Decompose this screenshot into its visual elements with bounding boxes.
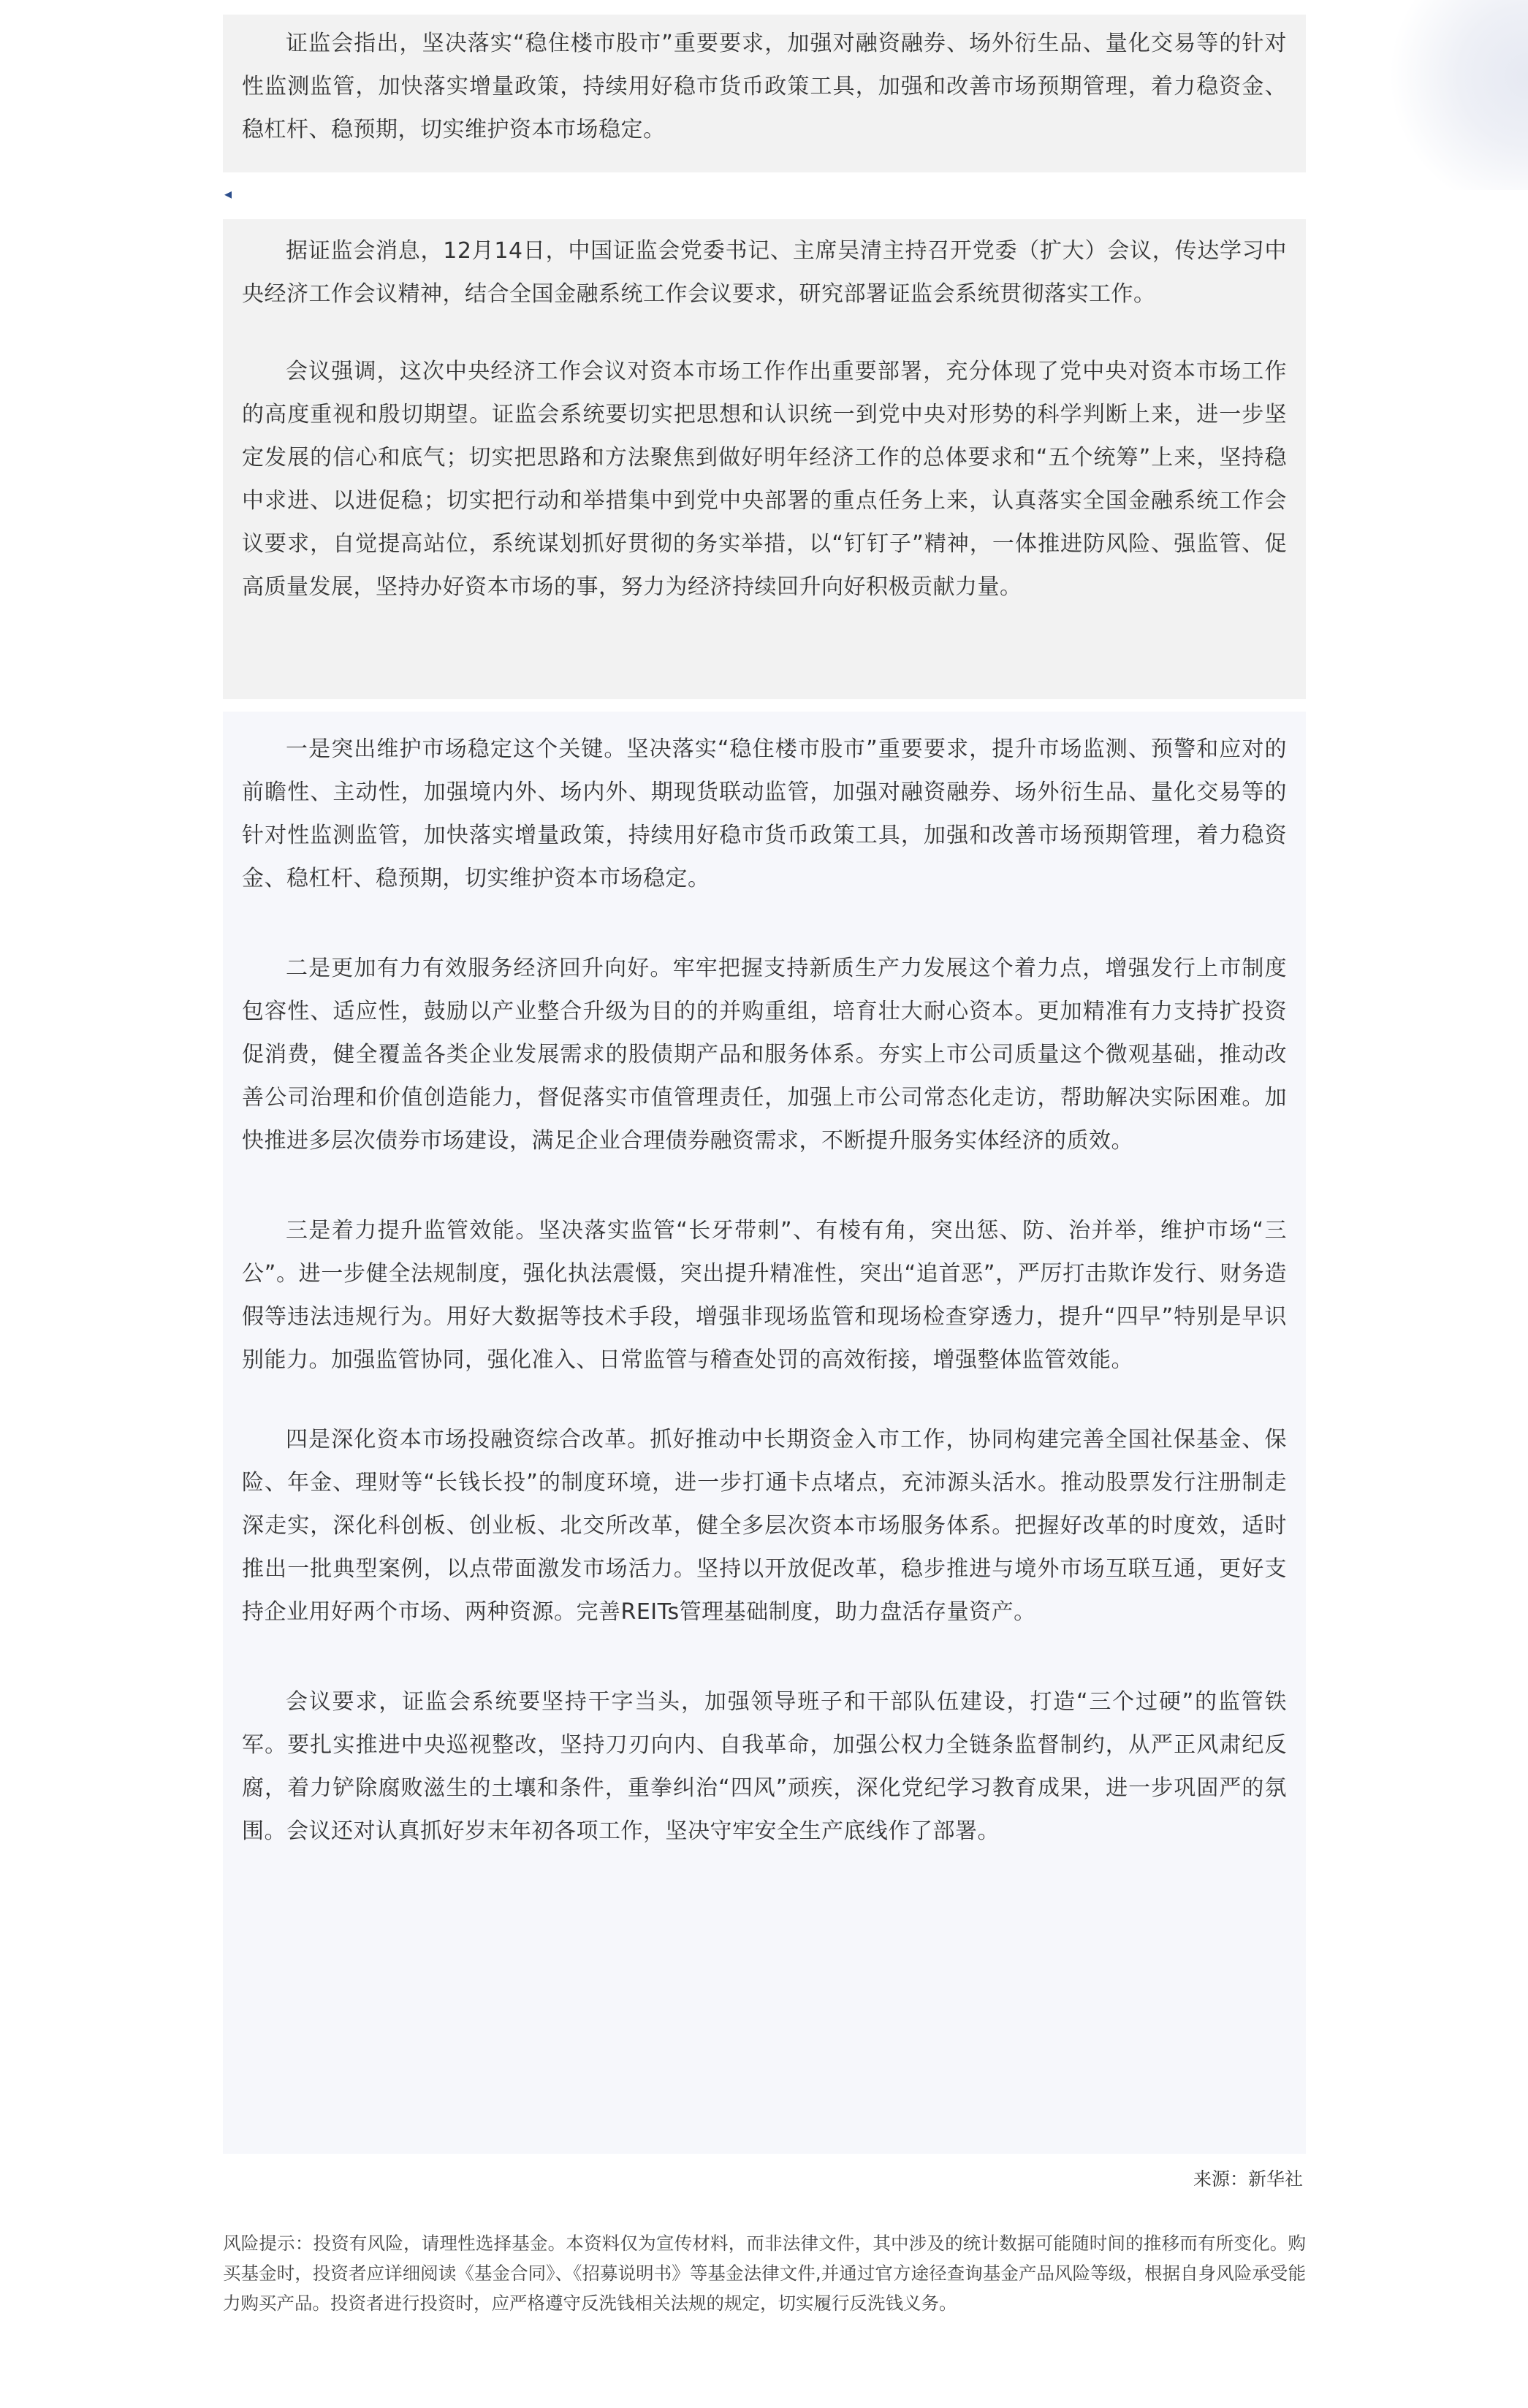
triangle-left-icon: ◂ bbox=[224, 185, 232, 202]
point-paragraph-3: 三是着力提升监管效能。坚决落实监管“长牙带刺”、有棱有角，突出惩、防、治并举，维护市场“三公”。进一步健全法规制度，强化执法震慑，突出提升精准性，突出“追首恶”，严厉打击欺诈发行、财务造假等违法违规行为。用好大数据等技术手段，增强非现场监管和现场检查穿透力，提升“四早”特别是早识别能力。加强监管协同，强化准入、日常监管与稽查处罚的高效衔接，增强整体监管效能。 bbox=[242, 1218, 1287, 1373]
meeting-emphasis-paragraph: 会议强调，这次中央经济工作会议对资本市场工作作出重要部署，充分体现了党中央对资本市场工作的高度重视和殷切期望。证监会系统要切实把思想和认识统一到党中央对形势的科学判断上来，进一步坚定发展的信心和底气；切实把思路和方法聚焦到做好明年经济工作的总体要求和“五个统筹”上来，坚持稳中求进、以进促稳；切实把行动和举措集中到党中央部署的重点任务上来，认真落实全国金融系统工作会议要求，自觉提高站位，系统谋划抓好贯彻的务实举措，以“钉钉子”精神，一体推进防风险、强监管、促高质量发展，坚持办好资本市场的事，努力为经济持续回升向好积极贡献力量。 bbox=[242, 359, 1287, 600]
point-paragraph-1: 一是突出维护市场稳定这个关键。坚决落实“稳住楼市股市”重要要求，提升市场监测、预警和应对的前瞻性、主动性，加强境内外、场内外、期现货联动监管，加强对融资融券、场外衍生品、量化交易等的针对性监测监管，加快落实增量政策，持续用好稳市货币政策工具，加强和改善市场预期管理，着力稳资金、稳杠杆、稳预期，切实维护资本市场稳定。 bbox=[242, 736, 1287, 891]
summary-box bbox=[223, 15, 1306, 172]
risk-disclaimer: 风险提示：投资有风险，请理性选择基金。本资料仅为宣传材料，而非法律文件，其中涉及的统计数据可能随时间的推移而有所变化。购买基金时，投资者应详细阅读《基金合同》、《招募说明书》等基金法律文件,并通过官方途径查询基金产品风险等级，根据自身风险承受能力购买产品。投资者进行投资时，应严格遵守反洗钱相关法规的规定，切实履行反洗钱义务。 bbox=[223, 2233, 1306, 2314]
requirements-paragraph: 会议要求，证监会系统要坚持干字当头，加强领导班子和干部队伍建设，打造“三个过硬”的监管铁军。要扎实推进中央巡视整改，坚持刀刃向内、自我革命，加强公权力全链条监督制约，从严正风肃纪反腐，着力铲除腐败滋生的土壤和条件，重拳纠治“四风”顽疾，深化党纪学习教育成果，进一步巩固严的氛围。会议还对认真抓好岁末年初各项工作，坚决守牢安全生产底线作了部署。 bbox=[242, 1689, 1287, 1844]
corner-decoration bbox=[1367, 0, 1528, 190]
meeting-intro-paragraph: 据证监会消息，12月14日，中国证监会党委书记、主席吴清主持召开党委（扩大）会议，传达学习中央经济工作会议精神，结合全国金融系统工作会议要求，研究部署证监会系统贯彻落实工作。 bbox=[242, 238, 1287, 307]
source-credit: 来源：新华社 bbox=[1193, 2168, 1303, 2190]
point-paragraph-2: 二是更加有力有效服务经济回升向好。牢牢把握支持新质生产力发展这个着力点，增强发行上市制度包容性、适应性，鼓励以产业整合升级为目的的并购重组，培育壮大耐心资本。更加精准有力支持扩投资促消费，健全覆盖各类企业发展需求的股债期产品和服务体系。夯实上市公司质量这个微观基础，推动改善公司治理和价值创造能力，督促落实市值管理责任，加强上市公司常态化走访，帮助解决实际困难。加快推进多层次债券市场建设，满足企业合理债券融资需求，不断提升服务实体经济的质效。 bbox=[242, 956, 1287, 1154]
key-points-box bbox=[223, 712, 1306, 2154]
meeting-box bbox=[223, 219, 1306, 699]
point-paragraph-4: 四是深化资本市场投融资综合改革。抓好推动中长期资金入市工作，协同构建完善全国社保基金、保险、年金、理财等“长钱长投”的制度环境，进一步打通卡点堵点，充沛源头活水。推动股票发行注册制走深走实，深化科创板、创业板、北交所改革，健全多层次资本市场服务体系。把握好改革的时度效，适时推出一批典型案例，以点带面激发市场活力。坚持以开放促改革，稳步推进与境外市场互联互通，更好支持企业用好两个市场、两种资源。完善REITs管理基础制度，助力盘活存量资产。 bbox=[242, 1427, 1287, 1625]
summary-paragraph: 证监会指出，坚决落实“稳住楼市股市”重要要求，加强对融资融券、场外衍生品、量化交易等的针对性监测监管，加快落实增量政策，持续用好稳市货币政策工具，加强和改善市场预期管理，着力稳资金、稳杠杆、稳预期，切实维护资本市场稳定。 bbox=[242, 31, 1287, 142]
